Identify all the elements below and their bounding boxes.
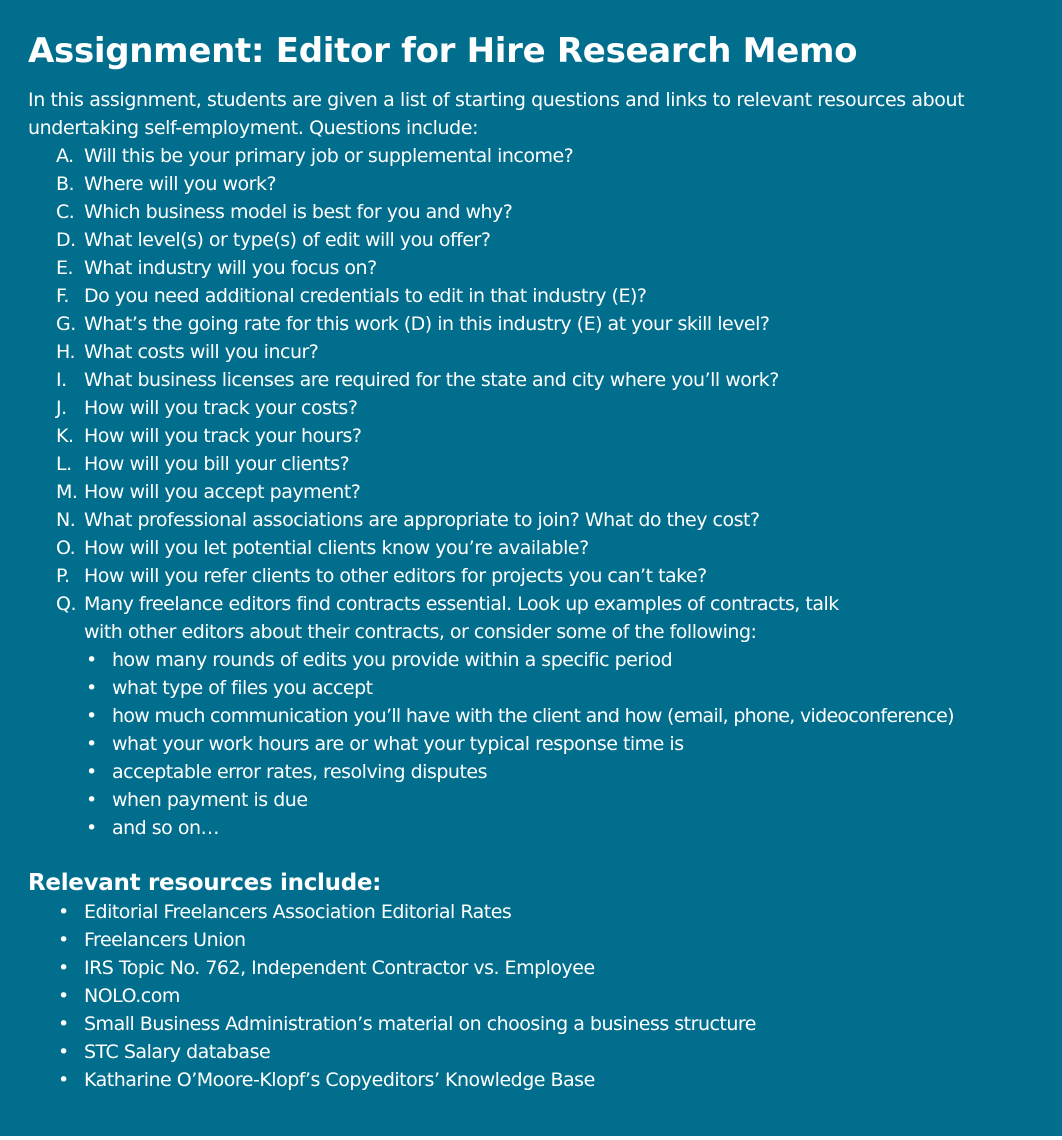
resource-item <box>28 926 1034 954</box>
question-text: What business licenses are required for the state and city where you’ll work? <box>84 369 779 391</box>
bullet-icon: • <box>86 789 97 811</box>
question-item <box>28 506 1034 534</box>
question-text: What industry will you focus on? <box>84 257 377 279</box>
question-text: Which business model is best for you and why? <box>84 201 513 223</box>
resource-text: NOLO.com <box>84 985 180 1007</box>
bullet-icon: • <box>58 929 69 951</box>
question-item <box>28 338 1034 366</box>
question-text: How will you track your costs? <box>84 397 358 419</box>
contract-item-text: acceptable error rates, resolving disputes <box>112 761 487 783</box>
question-item <box>28 478 1034 506</box>
question-item <box>28 142 1034 170</box>
question-item <box>28 254 1034 282</box>
question-letter: N. <box>56 509 76 531</box>
bullet-icon: • <box>58 901 69 923</box>
bullet-icon: • <box>86 761 97 783</box>
resource-text: STC Salary database <box>84 1041 271 1063</box>
question-item <box>28 450 1034 478</box>
question-item-contracts <box>28 590 1034 842</box>
question-text: How will you refer clients to other editors for projects you can’t take? <box>84 565 707 587</box>
question-letter: M. <box>56 481 78 503</box>
resource-item <box>28 1038 1034 1066</box>
resources-heading: Relevant resources include: <box>28 870 382 896</box>
question-item <box>28 394 1034 422</box>
question-letter: Q. <box>56 593 76 615</box>
contract-item <box>84 758 1034 786</box>
contract-item-text: how much communication you’ll have with the client and how (email, phone, videoconference) <box>112 705 954 727</box>
contract-item <box>84 674 1034 702</box>
bullet-icon: • <box>58 957 69 979</box>
bullet-icon: • <box>86 733 97 755</box>
resource-text: IRS Topic No. 762, Independent Contractor vs. Employee <box>84 957 595 979</box>
resource-text: Katharine O’Moore-Klopf’s Copyeditors’ Knowledge Base <box>84 1069 595 1091</box>
resources-list <box>28 898 1034 1094</box>
resource-text: Editorial Freelancers Association Editorial Rates <box>84 901 512 923</box>
question-letter: L. <box>56 453 72 475</box>
bullet-icon: • <box>86 649 97 671</box>
contract-item <box>84 730 1034 758</box>
contract-item-text: what your work hours are or what your typical response time is <box>112 733 684 755</box>
resource-text: Small Business Administration’s material on choosing a business structure <box>84 1013 757 1035</box>
question-text: What’s the going rate for this work (D) in this industry (E) at your skill level? <box>84 313 770 335</box>
question-letter: B. <box>56 173 75 195</box>
question-item <box>28 534 1034 562</box>
question-item <box>28 226 1034 254</box>
question-text: Do you need additional credentials to edit in that industry (E)? <box>84 285 647 307</box>
question-text: How will you accept payment? <box>84 481 361 503</box>
question-text: Where will you work? <box>84 173 277 195</box>
question-text: How will you bill your clients? <box>84 453 350 475</box>
bullet-icon: • <box>58 1041 69 1063</box>
contract-considerations-list <box>84 646 1034 842</box>
question-letter: H. <box>56 341 75 363</box>
question-item <box>28 310 1034 338</box>
resource-item <box>28 982 1034 1010</box>
question-letter: F. <box>56 285 69 307</box>
question-item <box>28 170 1034 198</box>
question-text: How will you let potential clients know you’re available? <box>84 537 589 559</box>
question-text: What professional associations are appropriate to join? What do they cost? <box>84 509 760 531</box>
question-letter: E. <box>56 257 74 279</box>
question-text: Many freelance editors find contracts essential. Look up examples of contracts, talk with other editors about their contracts, or consider some of the following: <box>84 593 839 643</box>
question-letter: I. <box>56 369 67 391</box>
resource-text: Freelancers Union <box>84 929 246 951</box>
questions-list <box>28 142 1034 842</box>
contract-item <box>84 702 1034 730</box>
contract-item-text: how many rounds of edits you provide within a specific period <box>112 649 673 671</box>
page-title: Assignment: Editor for Hire Research Memo <box>28 31 858 71</box>
resource-item <box>28 954 1034 982</box>
question-letter: D. <box>56 229 76 251</box>
contract-item <box>84 786 1034 814</box>
question-item <box>28 422 1034 450</box>
contract-item <box>84 814 1034 842</box>
question-item <box>28 198 1034 226</box>
bullet-icon: • <box>86 705 97 727</box>
bullet-icon: • <box>86 817 97 839</box>
question-text: How will you track your hours? <box>84 425 362 447</box>
bullet-icon: • <box>58 1013 69 1035</box>
intro-paragraph: In this assignment, students are given a list of starting questions and links to relevant resources about undertaking self-employment. Questions include: <box>28 89 965 139</box>
contract-item-text: what type of files you accept <box>112 677 373 699</box>
question-item <box>28 562 1034 590</box>
question-text: What level(s) or type(s) of edit will you offer? <box>84 229 491 251</box>
question-letter: G. <box>56 313 76 335</box>
question-letter: O. <box>56 537 76 559</box>
resource-item <box>28 898 1034 926</box>
contract-item-text: and so on… <box>112 817 220 839</box>
question-item <box>28 366 1034 394</box>
question-letter: K. <box>56 425 74 447</box>
question-letter: J. <box>56 397 67 419</box>
bullet-icon: • <box>86 677 97 699</box>
question-text: Will this be your primary job or supplemental income? <box>84 145 574 167</box>
question-item <box>28 282 1034 310</box>
contract-item <box>84 646 1034 674</box>
contract-item-text: when payment is due <box>112 789 308 811</box>
question-letter: P. <box>56 565 70 587</box>
bullet-icon: • <box>58 985 69 1007</box>
question-letter: A. <box>56 145 74 167</box>
question-text: What costs will you incur? <box>84 341 319 363</box>
resource-item <box>28 1010 1034 1038</box>
bullet-icon: • <box>58 1069 69 1091</box>
resource-item <box>28 1066 1034 1094</box>
question-letter: C. <box>56 201 75 223</box>
